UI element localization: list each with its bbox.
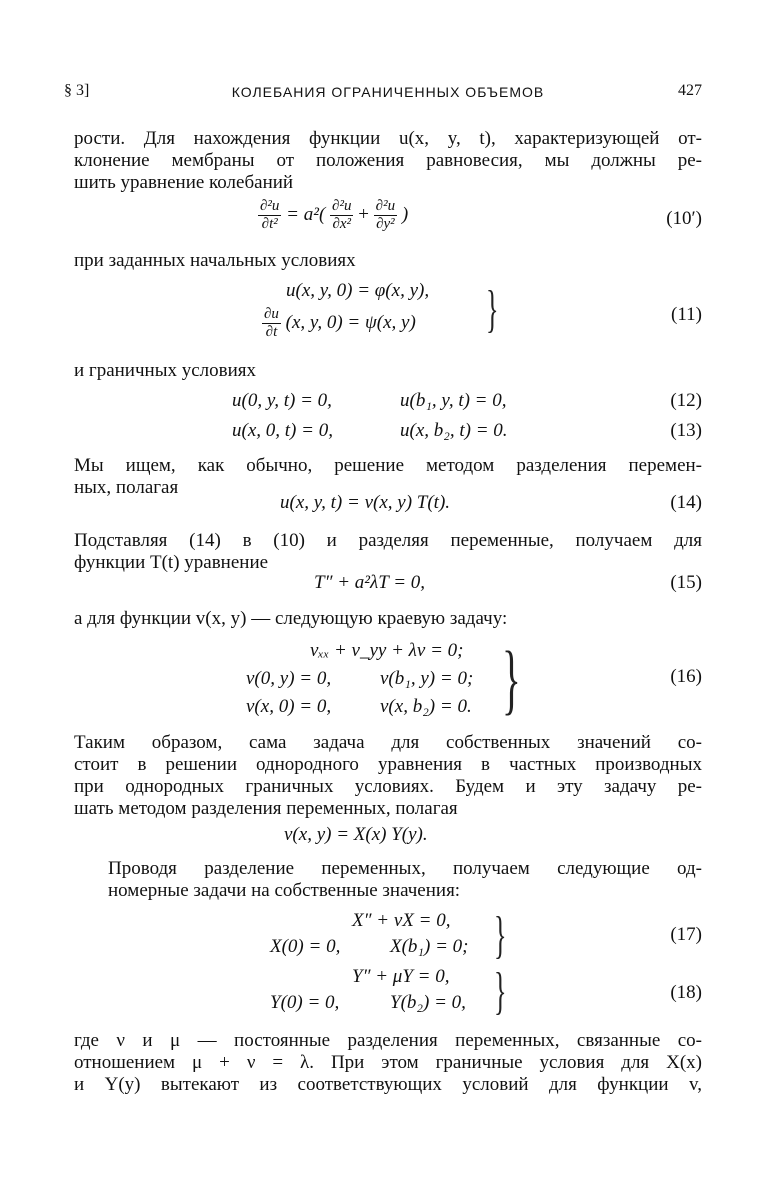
equation-18-line-2a: Y(0) = 0, xyxy=(270,992,340,1013)
paragraph-7 xyxy=(74,732,702,820)
equation-11-line-1: u(x, y, 0) = φ(x, y), xyxy=(286,280,430,301)
eq-part: = a²( xyxy=(286,203,326,225)
text-line: отношением μ + ν = λ. При этом граничные условия для X(x) xyxy=(74,1052,702,1073)
equation-number: (16) xyxy=(670,666,702,687)
equation-13-b: u(x, b₂, t) = 0. xyxy=(400,420,508,441)
equation-17-line-2a: X(0) = 0, xyxy=(270,936,341,957)
brace-icon: } xyxy=(494,907,507,964)
equation-11-line-2 xyxy=(262,306,416,341)
text-line: шить уравнение колебаний xyxy=(74,172,294,193)
equation-number: (12) xyxy=(670,390,702,411)
section-mark: § 3] xyxy=(64,82,90,99)
text-line: Подставляя (14) в (10) и разделяя переменные, получаем для xyxy=(74,530,702,551)
equation-number: (13) xyxy=(670,420,702,441)
equation-17-line-1: X″ + νX = 0, xyxy=(352,910,451,931)
equation-number: (18) xyxy=(670,982,702,1003)
brace-icon: } xyxy=(502,635,521,722)
text-line: и граничных условиях xyxy=(74,360,257,381)
equation-separation: v(x, y) = X(x) Y(y). xyxy=(284,824,428,845)
equation-15: T″ + a²λT = 0, xyxy=(314,572,426,593)
equation-16-line-2a: v(0, y) = 0, xyxy=(246,668,332,689)
text-line: номерные задачи на собственные значения: xyxy=(108,880,461,901)
text-line: а для функции v(x, y) — следующую краевую задачу: xyxy=(74,608,508,629)
text-line: Мы ищем, как обычно, решение методом разделения перемен- xyxy=(74,455,702,476)
equation-number: (14) xyxy=(670,492,702,513)
paragraph-3 xyxy=(74,360,702,382)
eq-part: ) xyxy=(401,203,409,225)
text-line: при заданных начальных условиях xyxy=(74,250,356,271)
paragraph-6 xyxy=(74,608,702,630)
paragraph-9 xyxy=(74,1030,702,1096)
fraction: $\frac{\partial u}{\partial t}$ xyxy=(264,306,279,340)
equation-17-line-2b: X(b₁) = 0; xyxy=(390,936,469,957)
text-line: стоит в решении однородного уравнения в частных производных xyxy=(74,754,702,775)
equation-number: (10′) xyxy=(666,208,702,229)
equation-12-b: u(b₁, y, t) = 0, xyxy=(400,390,507,411)
fraction: $\frac{\text{∂²u}}{\text{∂x²}}$ xyxy=(332,198,352,232)
equation-number: (15) xyxy=(670,572,702,593)
page-number: 427 xyxy=(678,82,702,99)
eq-part: (x, y, 0) = ψ(x, y) xyxy=(285,311,416,333)
text-line: Проводя разделение переменных, получаем следующие од- xyxy=(108,858,702,879)
text-line: ных, полагая xyxy=(74,477,179,498)
paragraph-2 xyxy=(74,250,702,272)
text-line: функции T(t) уравнение xyxy=(74,552,269,573)
text-line: и Y(y) вытекают из соответствующих условий для функции v, xyxy=(74,1074,702,1095)
paragraph-8 xyxy=(74,858,702,902)
eq-part: + xyxy=(358,203,369,225)
equation-14: u(x, y, t) = v(x, y) T(t). xyxy=(280,492,451,513)
equation-13-a: u(x, 0, t) = 0, xyxy=(232,420,333,441)
equation-16-line-3b: v(x, b₂) = 0. xyxy=(380,696,472,717)
equation-18-line-1: Y″ + μY = 0, xyxy=(352,966,450,987)
equation-18-line-2b: Y(b₂) = 0, xyxy=(390,992,466,1013)
text-line: Таким образом, сама задача для собственных значений со- xyxy=(74,732,702,753)
brace-icon: } xyxy=(486,281,499,338)
text-line: при однородных граничных условиях. Будем и эту задачу ре- xyxy=(74,776,702,797)
equation-number: (11) xyxy=(671,304,702,325)
equation-16-line-3a: v(x, 0) = 0, xyxy=(246,696,332,717)
paragraph-5 xyxy=(74,530,702,574)
running-header xyxy=(64,82,702,106)
fraction: $\frac{\text{∂²u}}{\text{∂y²}}$ xyxy=(375,198,396,232)
text-line: шать методом разделения переменных, полагая xyxy=(74,798,458,819)
equation-12-a: u(0, y, t) = 0, xyxy=(232,390,332,411)
text-line: где ν и μ — постоянные разделения переменных, связанные со- xyxy=(74,1030,702,1051)
paragraph-1 xyxy=(74,128,702,194)
equation-16-line-2b: v(b₁, y) = 0; xyxy=(380,668,474,689)
brace-icon: } xyxy=(494,963,507,1020)
header-title: КОЛЕБАНИЯ ОГРАНИЧЕННЫХ ОБЪЕМОВ xyxy=(231,84,545,100)
equation-10 xyxy=(258,198,408,233)
text-line: рости. Для нахождения функции u(x, y, t), характеризующей от- xyxy=(74,128,702,149)
fraction: $\frac{\text{∂²u}}{\text{∂t²}}$ xyxy=(260,198,280,232)
text-line: клонение мембраны от положения равновесия, мы должны ре- xyxy=(74,150,702,171)
equation-16-line-1: vₓₓ + v_yy + λv = 0; xyxy=(310,640,464,661)
equation-number: (17) xyxy=(670,924,702,945)
page xyxy=(64,0,702,1190)
